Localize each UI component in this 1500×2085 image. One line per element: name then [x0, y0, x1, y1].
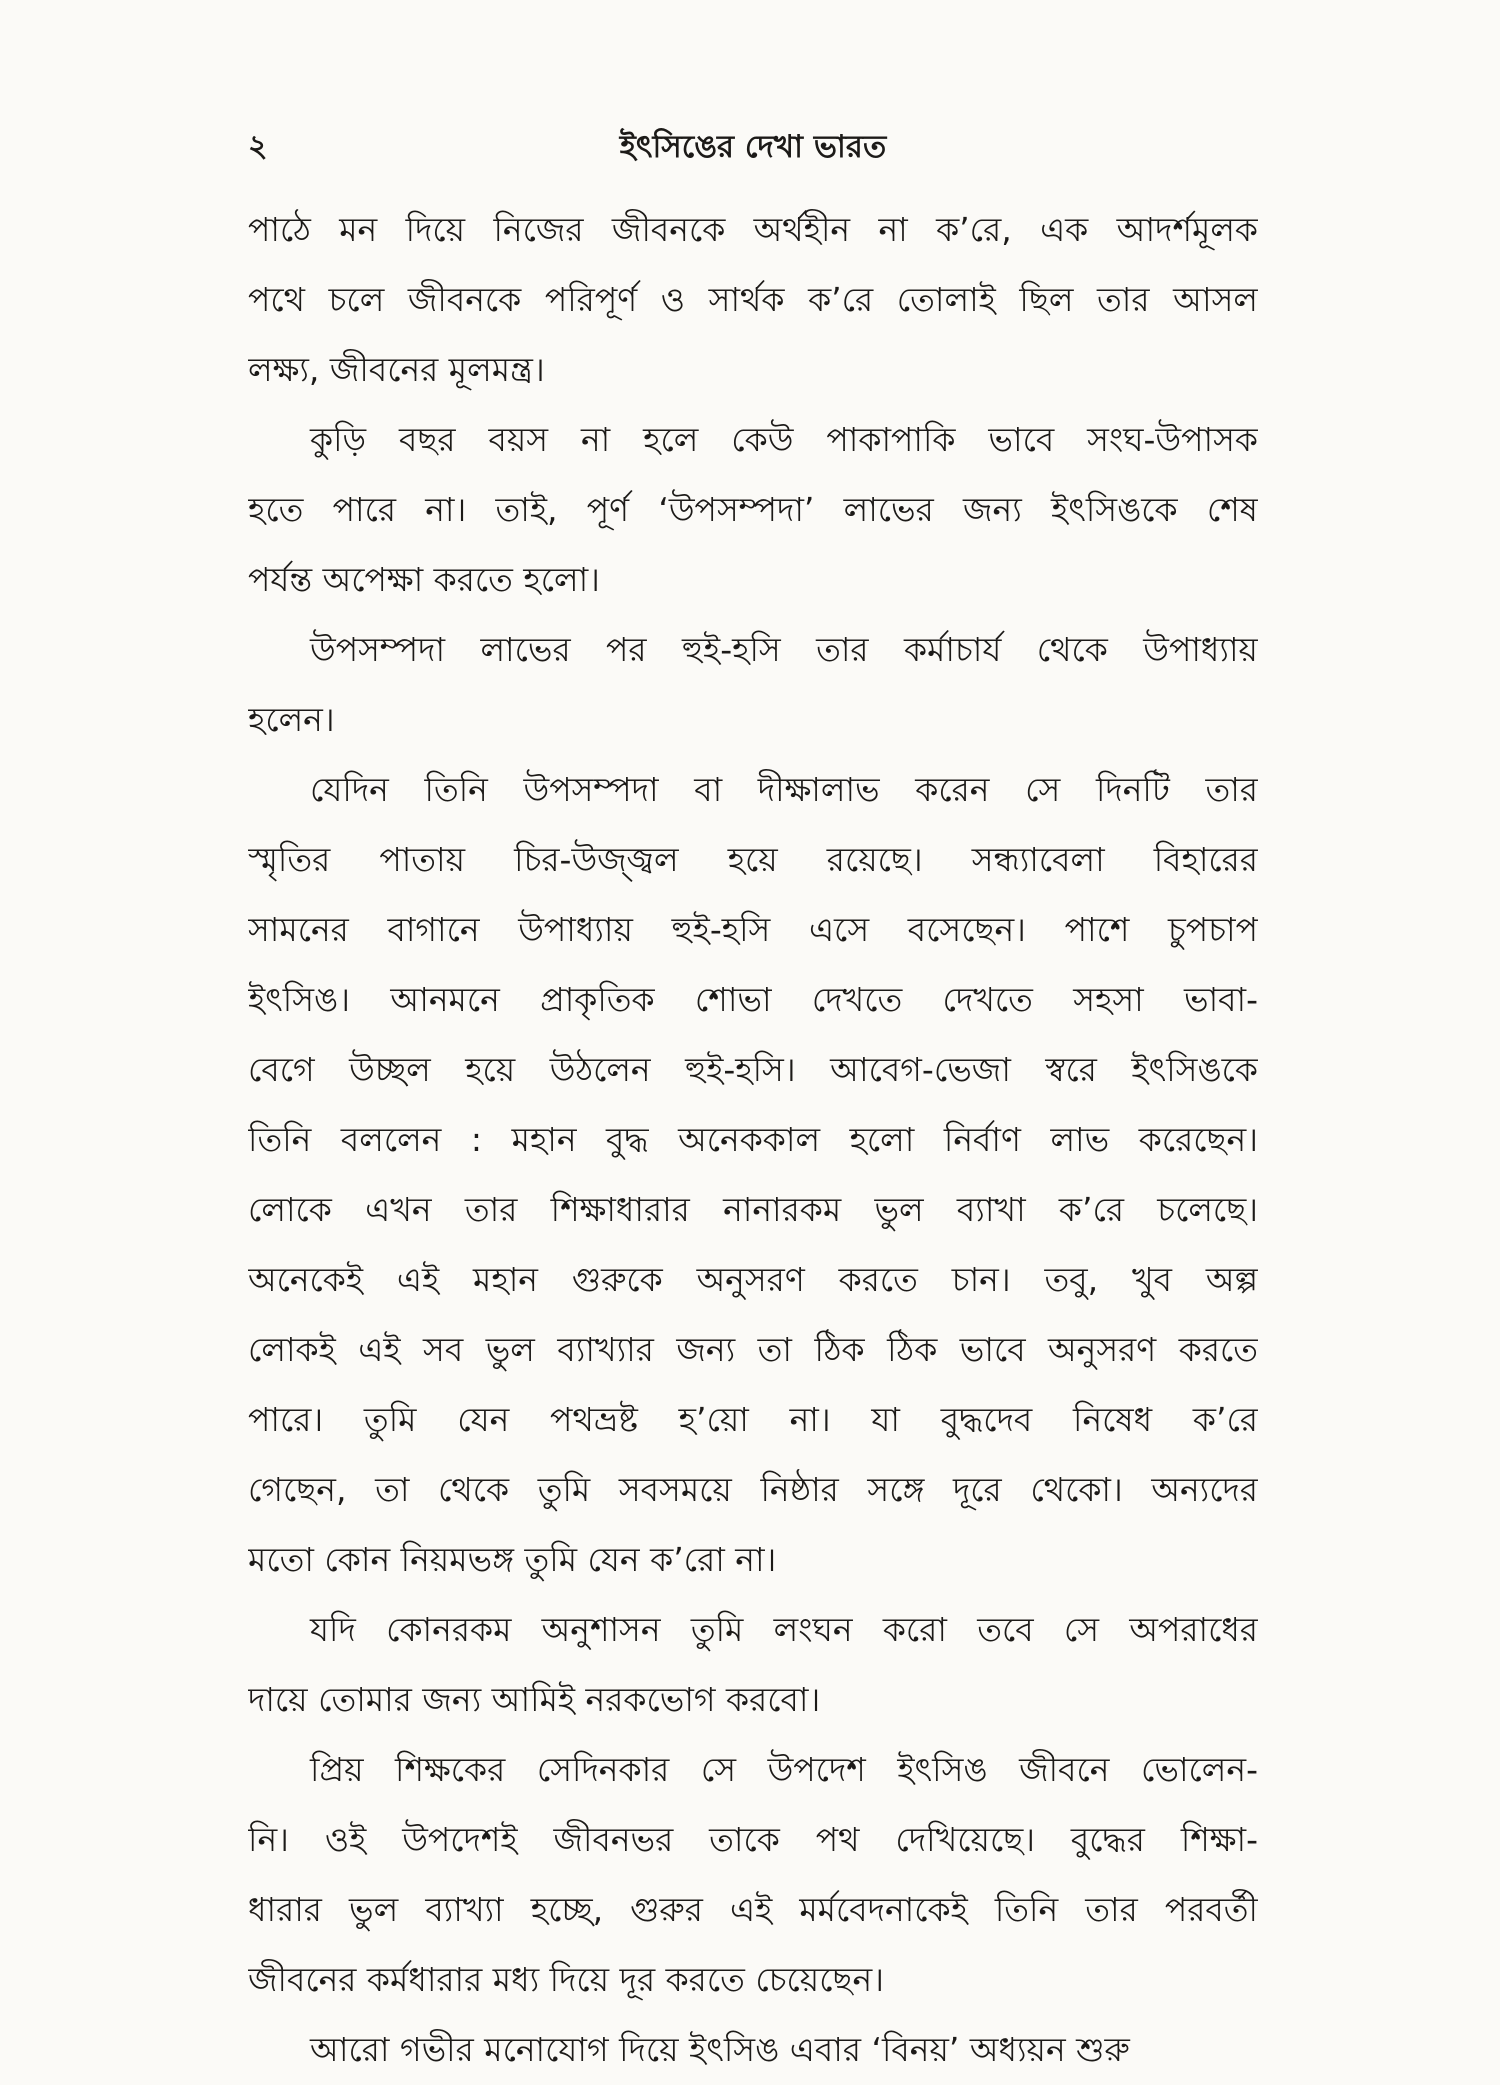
text-line: পারে। তুমি যেন পথভ্রষ্ট হ’য়ো না। যা বুদ্ধদেব নিষেধ ক’রে: [248, 1400, 1258, 1439]
paragraph: [248, 755, 1258, 1595]
text-line: তিনি বললেন : মহান বুদ্ধ অনেককাল হলো নির্বাণ লাভ করেছেন।: [248, 1120, 1258, 1159]
paragraph: [248, 615, 1258, 755]
text-line: পর্যন্ত অপেক্ষা করতে হলো।: [248, 560, 600, 599]
text-line: যেদিন তিনি উপসম্পদা বা দীক্ষালাভ করেন সে দিনটি তার: [310, 770, 1258, 809]
text-line: হতে পারে না। তাই, পূর্ণ ‘উপসম্পদা’ লাভের জন্য ইৎসিঙকে শেষ: [248, 490, 1258, 529]
body-text: [248, 195, 1258, 2085]
page-number: ২: [248, 129, 268, 164]
text-line: হলেন।: [248, 700, 335, 739]
text-line: গেছেন, তা থেকে তুমি সবসময়ে নিষ্ঠার সঙ্গে দূরে থেকো। অন্যদের: [248, 1470, 1258, 1509]
page-header: [248, 122, 1258, 172]
text-line: যদি কোনরকম অনুশাসন তুমি লংঘন করো তবে সে অপরাধের: [310, 1610, 1258, 1649]
text-line: আরো গভীর মনোযোগ দিয়ে ইৎসিঙ এবার ‘বিনয়’ অধ্যয়ন শুরু: [310, 2030, 1130, 2069]
text-line: মতো কোন নিয়মভঙ্গ তুমি যেন ক’রো না।: [248, 1540, 777, 1579]
text-line: উপসম্পদা লাভের পর হুই-হসি তার কর্মাচার্য থেকে উপাধ্যায়: [310, 630, 1258, 669]
paragraph: [248, 2015, 1258, 2085]
text-line: পথে চলে জীবনকে পরিপূর্ণ ও সার্থক ক’রে তোলাই ছিল তার আসল: [248, 280, 1258, 319]
text-line: প্রিয় শিক্ষকের সেদিনকার সে উপদেশ ইৎসিঙ জীবনে ভোলেন-: [310, 1750, 1258, 1789]
text-line: দায়ে তোমার জন্য আমিই নরকভোগ করবো।: [248, 1680, 821, 1719]
text-line: জীবনের কর্মধারার মধ্য দিয়ে দূর করতে চেয়েছেন।: [248, 1960, 884, 1999]
text-line: স্মৃতির পাতায় চির-উজ্জ্বল হয়ে রয়েছে। সন্ধ্যাবেলা বিহারের: [248, 840, 1258, 879]
text-line: অনেকেই এই মহান গুরুকে অনুসরণ করতে চান। তবু, খুব অল্প: [248, 1260, 1258, 1299]
paragraph: [248, 405, 1258, 615]
text-line: লক্ষ্য, জীবনের মূলমন্ত্র।: [248, 350, 545, 389]
text-line: কুড়ি বছর বয়স না হলে কেউ পাকাপাকি ভাবে সংঘ-উপাসক: [310, 420, 1258, 459]
paragraph: [248, 1735, 1258, 2015]
text-line: ধারার ভুল ব্যাখ্যা হচ্ছে, গুরুর এই মর্মবেদনাকেই তিনি তার পরবর্তী: [248, 1890, 1258, 1929]
text-line: লোকে এখন তার শিক্ষাধারার নানারকম ভুল ব্যাখা ক’রে চলেছে।: [248, 1190, 1258, 1229]
running-title: ইৎসিঙের দেখা ভারত: [619, 129, 887, 165]
text-line: সামনের বাগানে উপাধ্যায় হুই-হসি এসে বসেছেন। পাশে চুপচাপ: [248, 910, 1258, 949]
text-line: লোকই এই সব ভুল ব্যাখ্যার জন্য তা ঠিক ঠিক ভাবে অনুসরণ করতে: [248, 1330, 1258, 1369]
text-line: পাঠে মন দিয়ে নিজের জীবনকে অর্থহীন না ক’রে, এক আদর্শমূলক: [248, 210, 1258, 249]
text-line: নি। ওই উপদেশই জীবনভর তাকে পথ দেখিয়েছে। বুদ্ধের শিক্ষা-: [248, 1820, 1258, 1859]
text-line: ইৎসিঙ। আনমনে প্রাকৃতিক শোভা দেখতে দেখতে সহসা ভাবা-: [248, 980, 1258, 1019]
paragraph: [248, 195, 1258, 405]
text-line: বেগে উচ্ছল হয়ে উঠলেন হুই-হসি। আবেগ-ভেজা স্বরে ইৎসিঙকে: [248, 1050, 1258, 1089]
paragraph: [248, 1595, 1258, 1735]
